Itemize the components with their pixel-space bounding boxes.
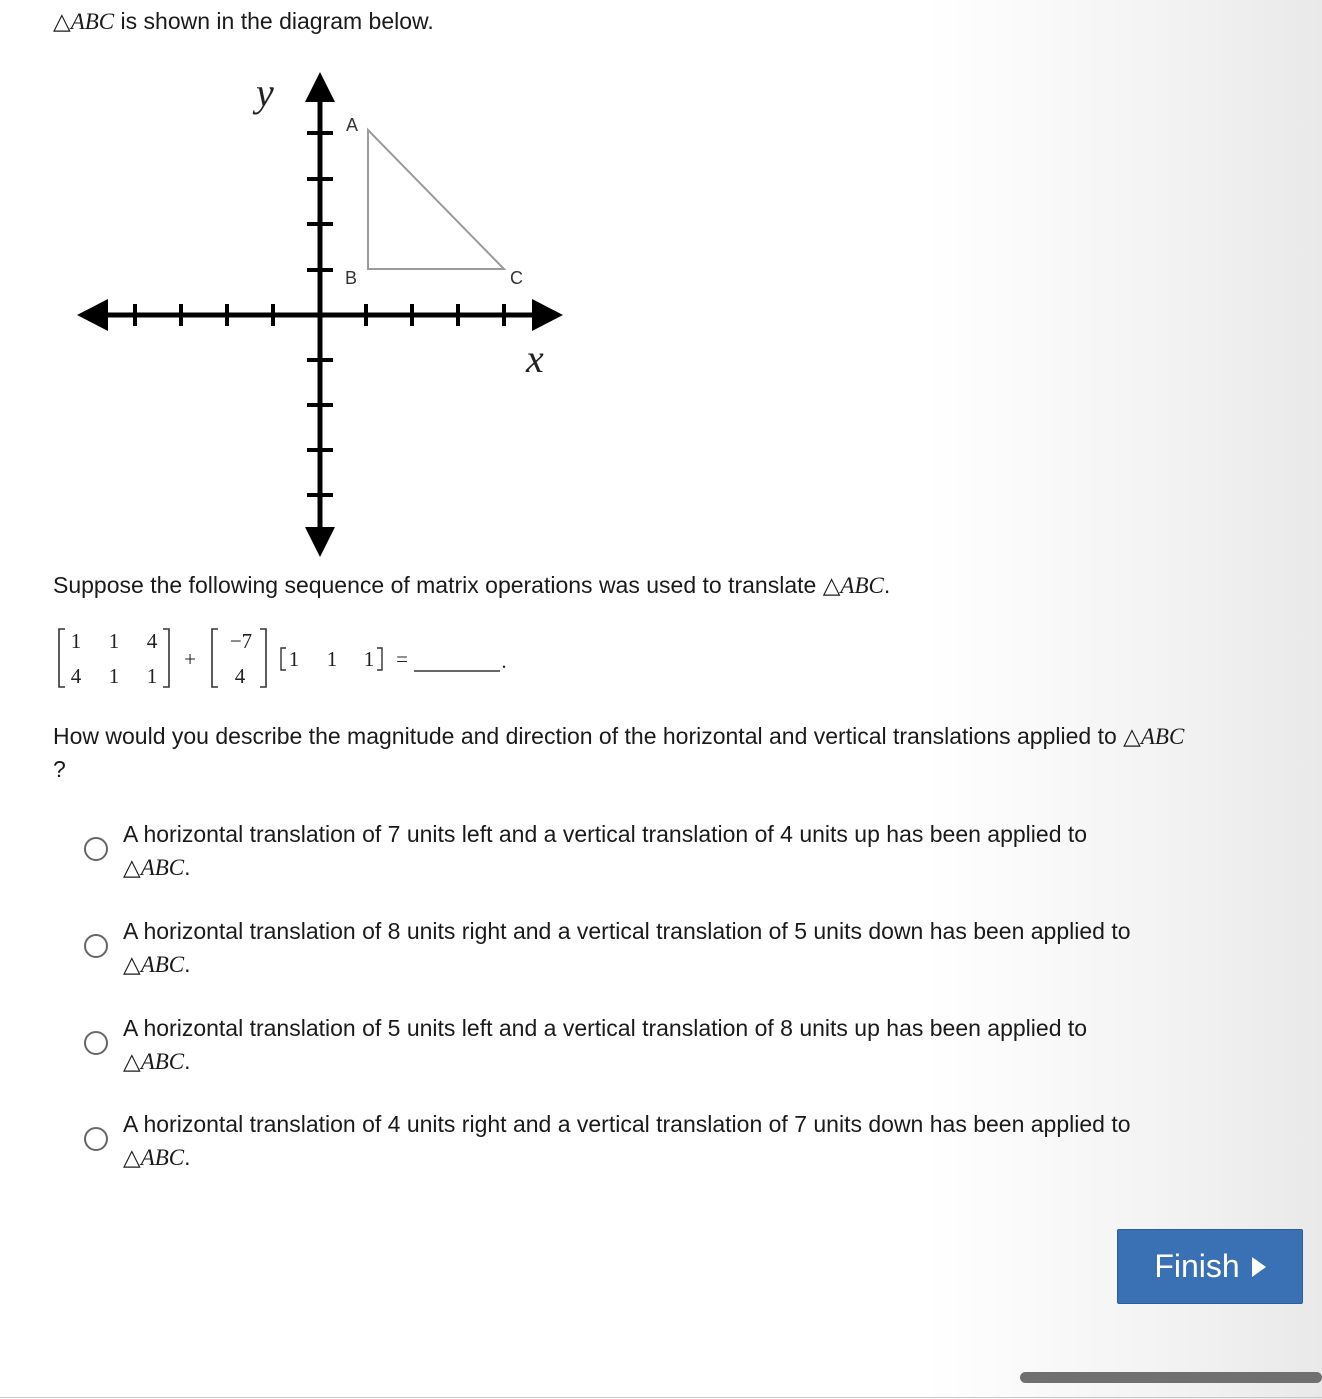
horizontal-scrollbar[interactable] bbox=[1020, 1372, 1322, 1383]
option-sentence: A horizontal translation of 5 units left and a vertical translation of 8 units up has been applied to bbox=[123, 1015, 1088, 1041]
y-axis-arrow-down bbox=[305, 527, 335, 557]
y-axis-label: y bbox=[256, 70, 274, 115]
triangle-symbol: △ bbox=[123, 1048, 141, 1074]
triangle-abc bbox=[368, 130, 504, 269]
intro-text bbox=[53, 8, 434, 35]
row-vector-right-bracket bbox=[377, 648, 382, 670]
option-text: A horizontal translation of 7 units left and a vertical translation of 4 units up has been applied to △ABC. bbox=[123, 821, 1088, 880]
radio-button[interactable] bbox=[84, 1127, 108, 1151]
matrix-a-cell: 4 bbox=[146, 629, 158, 653]
radio-button[interactable] bbox=[84, 837, 108, 861]
finish-button[interactable] bbox=[1117, 1229, 1303, 1304]
triangle-label: ABC bbox=[1140, 724, 1185, 749]
triangle-symbol: △ bbox=[53, 8, 71, 34]
vector-cell: −7 bbox=[229, 629, 253, 653]
suppose-sentence: Suppose the following sequence of matrix operations was used to translate bbox=[53, 572, 823, 598]
option-text: A horizontal translation of 4 units right and a vertical translation of 7 units down has been applied to △ABC. bbox=[123, 1111, 1131, 1170]
intro-sentence: is shown in the diagram below. bbox=[114, 8, 434, 34]
option-text: A horizontal translation of 8 units right and a vertical translation of 5 units down has been applied to △ABC. bbox=[123, 918, 1131, 977]
matrix-a-cell: 1 bbox=[70, 629, 82, 653]
matrix-a-cell: 1 bbox=[146, 664, 158, 688]
question-sentence: How would you describe the magnitude and direction of the horizontal and vertical translations applied to bbox=[53, 723, 1124, 749]
matrix-a-left-bracket bbox=[59, 629, 65, 687]
y-axis-arrow-up bbox=[305, 72, 335, 102]
vector-left-bracket bbox=[212, 629, 218, 687]
question-text bbox=[53, 720, 1313, 786]
triangle-symbol: △ bbox=[1123, 723, 1141, 749]
finish-label: Finish bbox=[1154, 1248, 1240, 1284]
matrix-a-cell: 1 bbox=[108, 629, 120, 653]
option-sentence: A horizontal translation of 4 units right and a vertical translation of 7 units down has been applied to bbox=[123, 1111, 1131, 1137]
triangle-label: ABC bbox=[140, 1145, 185, 1170]
triangle-symbol: △ bbox=[123, 1144, 141, 1170]
triangle-label: ABC bbox=[840, 573, 884, 598]
option-sentence: A horizontal translation of 8 units right and a vertical translation of 5 units down has been applied to bbox=[123, 918, 1131, 944]
coordinate-diagram bbox=[60, 60, 570, 560]
triangle-symbol: △ bbox=[822, 572, 841, 598]
vector-right-bracket bbox=[260, 629, 266, 687]
vertex-a-label: A bbox=[346, 115, 359, 135]
row-vector-cell: 1 bbox=[363, 647, 375, 671]
row-vector-cell: 1 bbox=[326, 647, 338, 671]
vertex-b-label: B bbox=[345, 268, 358, 288]
triangle-label: ABC bbox=[140, 855, 185, 880]
matrix-a-right-bracket bbox=[163, 629, 169, 687]
triangle-label: ABC bbox=[140, 952, 185, 977]
equation-period: . bbox=[501, 649, 507, 673]
option-sentence: A horizontal translation of 7 units left and a vertical translation of 4 units up has been applied to bbox=[123, 821, 1088, 847]
x-axis-arrow-left bbox=[77, 299, 108, 331]
triangle-symbol: △ bbox=[123, 951, 141, 977]
plus-sign: + bbox=[184, 647, 196, 671]
triangle-symbol: △ bbox=[123, 854, 141, 880]
radio-button[interactable] bbox=[84, 1031, 108, 1055]
vertex-c-label: C bbox=[510, 268, 523, 288]
suppose-period: . bbox=[883, 572, 891, 598]
vector-cell: 4 bbox=[234, 664, 246, 688]
triangle-label: ABC bbox=[140, 1049, 185, 1074]
option-text: A horizontal translation of 5 units left and a vertical translation of 8 units up has been applied to △ABC. bbox=[123, 1015, 1088, 1074]
row-vector-left-bracket bbox=[281, 648, 286, 670]
question-mark: ? bbox=[53, 756, 66, 782]
matrix-a-cell: 1 bbox=[108, 664, 120, 688]
bottom-divider bbox=[0, 1397, 1322, 1398]
x-axis-arrow-right bbox=[532, 299, 563, 331]
row-vector-cell: 1 bbox=[288, 647, 300, 671]
triangle-label: ABC bbox=[70, 9, 115, 34]
matrix-a-cell: 4 bbox=[70, 664, 82, 688]
suppose-text bbox=[53, 572, 890, 599]
matrix-equation bbox=[52, 622, 522, 692]
radio-button[interactable] bbox=[84, 934, 108, 958]
play-arrow-icon bbox=[1252, 1257, 1266, 1277]
x-axis-label: x bbox=[526, 336, 544, 381]
equals-sign: = bbox=[396, 647, 408, 671]
